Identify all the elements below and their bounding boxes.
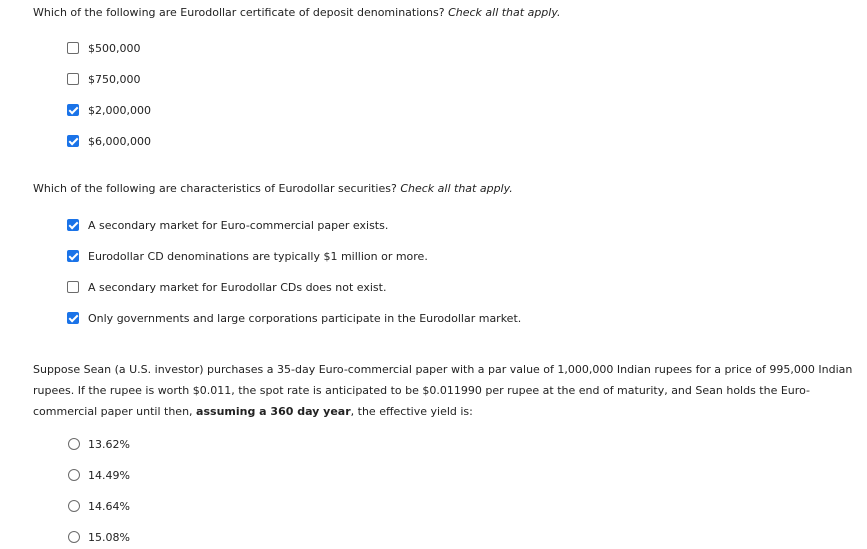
- checkbox[interactable]: [67, 312, 79, 324]
- question-2-prompt: [33, 182, 513, 195]
- option-label: 13.62%: [88, 437, 130, 451]
- option-label: A secondary market for Euro-commercial paper exists.: [88, 218, 389, 232]
- checkbox[interactable]: [67, 135, 79, 147]
- checkbox[interactable]: [67, 250, 79, 262]
- question-1-prompt: [33, 6, 561, 19]
- q1-option-750000[interactable]: [67, 71, 141, 87]
- q2-option-cd-denominations[interactable]: [67, 248, 428, 264]
- question-1-instruction: Check all that apply.: [448, 6, 561, 19]
- question-3-text-end: , the effective yield is:: [350, 405, 473, 418]
- radio-button[interactable]: [68, 500, 80, 512]
- checkbox[interactable]: [67, 73, 79, 85]
- option-label: 15.08%: [88, 530, 130, 544]
- option-label: Only governments and large corporations participate in the Eurodollar market.: [88, 311, 522, 325]
- question-3-emphasis: assuming a 360 day year: [196, 405, 351, 418]
- question-2-instruction: Check all that apply.: [400, 182, 513, 195]
- option-label: 14.64%: [88, 499, 130, 513]
- option-label: $500,000: [88, 41, 141, 55]
- question-3-text: Suppose Sean (a U.S. investor) purchases a 35-day Euro-commercial paper with a par value of 1,000,000 Indian rupees for a price of 995,000 Indian rupees. If the rupee is worth $0.011, the spot rate is anticipated to be $0.011990 per rupee at the end of maturity, and Sean holds the Euro-commercial paper until then,: [33, 363, 853, 418]
- checkbox[interactable]: [67, 42, 79, 54]
- checkbox[interactable]: [67, 219, 79, 231]
- q3-option-14-64[interactable]: [68, 498, 130, 514]
- option-label: Eurodollar CD denominations are typically $1 million or more.: [88, 249, 428, 263]
- checkbox[interactable]: [67, 104, 79, 116]
- q3-option-14-49[interactable]: [68, 467, 130, 483]
- q1-option-500000[interactable]: [67, 40, 141, 56]
- radio-button[interactable]: [68, 438, 80, 450]
- q2-option-only-governments[interactable]: [67, 310, 521, 326]
- checkbox[interactable]: [67, 281, 79, 293]
- q1-option-2000000[interactable]: [67, 102, 151, 118]
- q2-option-secondary-market-ecp[interactable]: [67, 217, 388, 233]
- question-3-prompt: [33, 359, 855, 422]
- option-label: $750,000: [88, 72, 141, 86]
- q1-option-6000000[interactable]: [67, 133, 151, 149]
- option-label: A secondary market for Eurodollar CDs does not exist.: [88, 280, 387, 294]
- q2-option-no-secondary-market-cds[interactable]: [67, 279, 386, 295]
- question-2-text: Which of the following are characteristics of Eurodollar securities?: [33, 182, 397, 195]
- option-label: $6,000,000: [88, 134, 151, 148]
- option-label: 14.49%: [88, 468, 130, 482]
- q3-option-15-08[interactable]: [68, 529, 130, 545]
- radio-button[interactable]: [68, 531, 80, 543]
- question-1-text: Which of the following are Eurodollar certificate of deposit denominations?: [33, 6, 445, 19]
- radio-button[interactable]: [68, 469, 80, 481]
- q3-option-13-62[interactable]: [68, 436, 130, 452]
- option-label: $2,000,000: [88, 103, 151, 117]
